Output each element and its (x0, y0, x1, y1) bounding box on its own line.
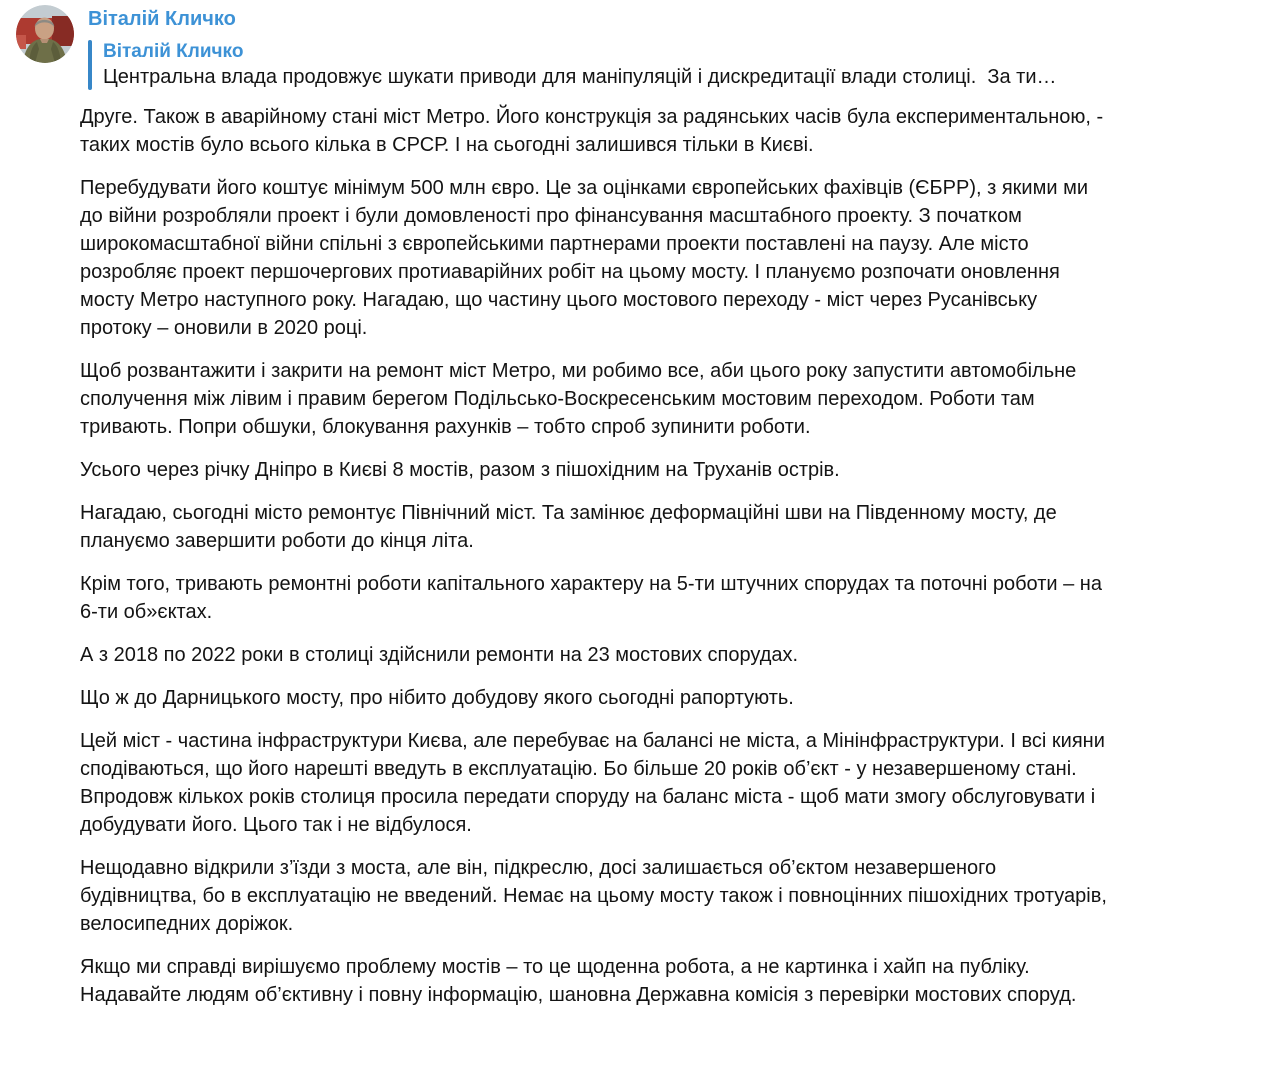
message-paragraph: Крім того, тривають ремонтні роботи капітального характеру на 5-ти штучних спорудах та поточні роботи – на 6-ти об»єктах. (80, 573, 1102, 623)
message-paragraph: А з 2018 по 2022 роки в столиці здійснили ремонти на 23 мостових спорудах. (80, 644, 799, 666)
author-name[interactable]: Віталій Кличко (88, 8, 236, 30)
message-text (80, 103, 1112, 1009)
message-paragraph: Щоб розвантажити і закрити на ремонт міст Метро, ми робимо все, аби цього року запустити автомобільне сполучення між лівим і правим берегом Подільсько-Воскресенським мостовим переходом. Роботи там тривають. Попри обшуки, блокування рахунків – тобто спроб зупинити роботи. (80, 360, 1077, 438)
message-content (80, 0, 1112, 1009)
message-paragraph: Нагадаю, сьогодні місто ремонтує Північний міст. Та замінює деформаційні шви на Південному мосту, де плануємо завершити роботи до кінця літа. (80, 502, 1057, 552)
message-paragraph: Цей міст - частина інфраструктури Києва, але перебуває на балансі не міста, а Мінінфраструктури. І всі кияни сподіваються, що його нарешті введуть в експлуатацію. Бо більше 20 років об’єкт - у незавершеному стані. Впродовж кількох років столиця просила передати споруду на баланс міста - щоб мати змогу обслуговувати і добудувати його. Цього так і не відбулося. (80, 730, 1105, 836)
reply-quote[interactable] (88, 40, 1112, 90)
message-paragraph: Перебудувати його коштує мінімум 500 млн євро. Це за оцінками європейських фахівців (ЄБРР), з якими ми до війни розробляли проект і були домовленості про фінансування масштабного проекту. З початком широкомасштабної війни спільні з європейськими партнерами проекти поставлені на паузу. Але місто розробляє проект першочергових протиаварійних робіт на цьому мосту. І плануємо розпочати оновлення мосту Метро наступного року. Нагадаю, що частину цього мостового переходу - міст через Русанівську протоку – оновили в 2020 році. (80, 177, 1089, 339)
message-paragraph: Якщо ми справді вирішуємо проблему мостів – то це щоденна робота, а не картинка і хайп на публіку. Надавайте людям об’єктивну і повну інформацію, шановна Державна комісія з перевірки мостових споруд. (80, 956, 1077, 1006)
message-paragraph: Друге. Також в аварійному стані міст Метро. Його конструкція за радянських часів була експериментальною, - таких мостів було всього кілька в СРСР. І на сьогодні залишився тільки в Києві. (80, 106, 1104, 156)
message-paragraph: Нещодавно відкрили з’їзди з моста, але він, підкреслю, досі залишається об’єктом незавершеного будівництва, бо в експлуатацію не введений. Немає на цьому мосту також і повноцінних пішохідних тротуарів, велосипедних доріжок. (80, 857, 1107, 935)
profile-photo-illustration (16, 5, 74, 63)
message-paragraph: Усього через річку Дніпро в Києві 8 мостів, разом з пішохідним на Труханів острів. (80, 459, 840, 481)
reply-author-name: Віталій Кличко (103, 41, 244, 62)
avatar[interactable] (16, 5, 74, 63)
reply-snippet: Центральна влада продовжує шукати приводи для маніпуляцій і дискредитації влади столиці. За ти… (103, 66, 1057, 88)
message-paragraph: Що ж до Дарницького мосту, про нібито добудову якого сьогодні рапортують. (80, 687, 794, 709)
reply-quote-body (92, 40, 1057, 90)
